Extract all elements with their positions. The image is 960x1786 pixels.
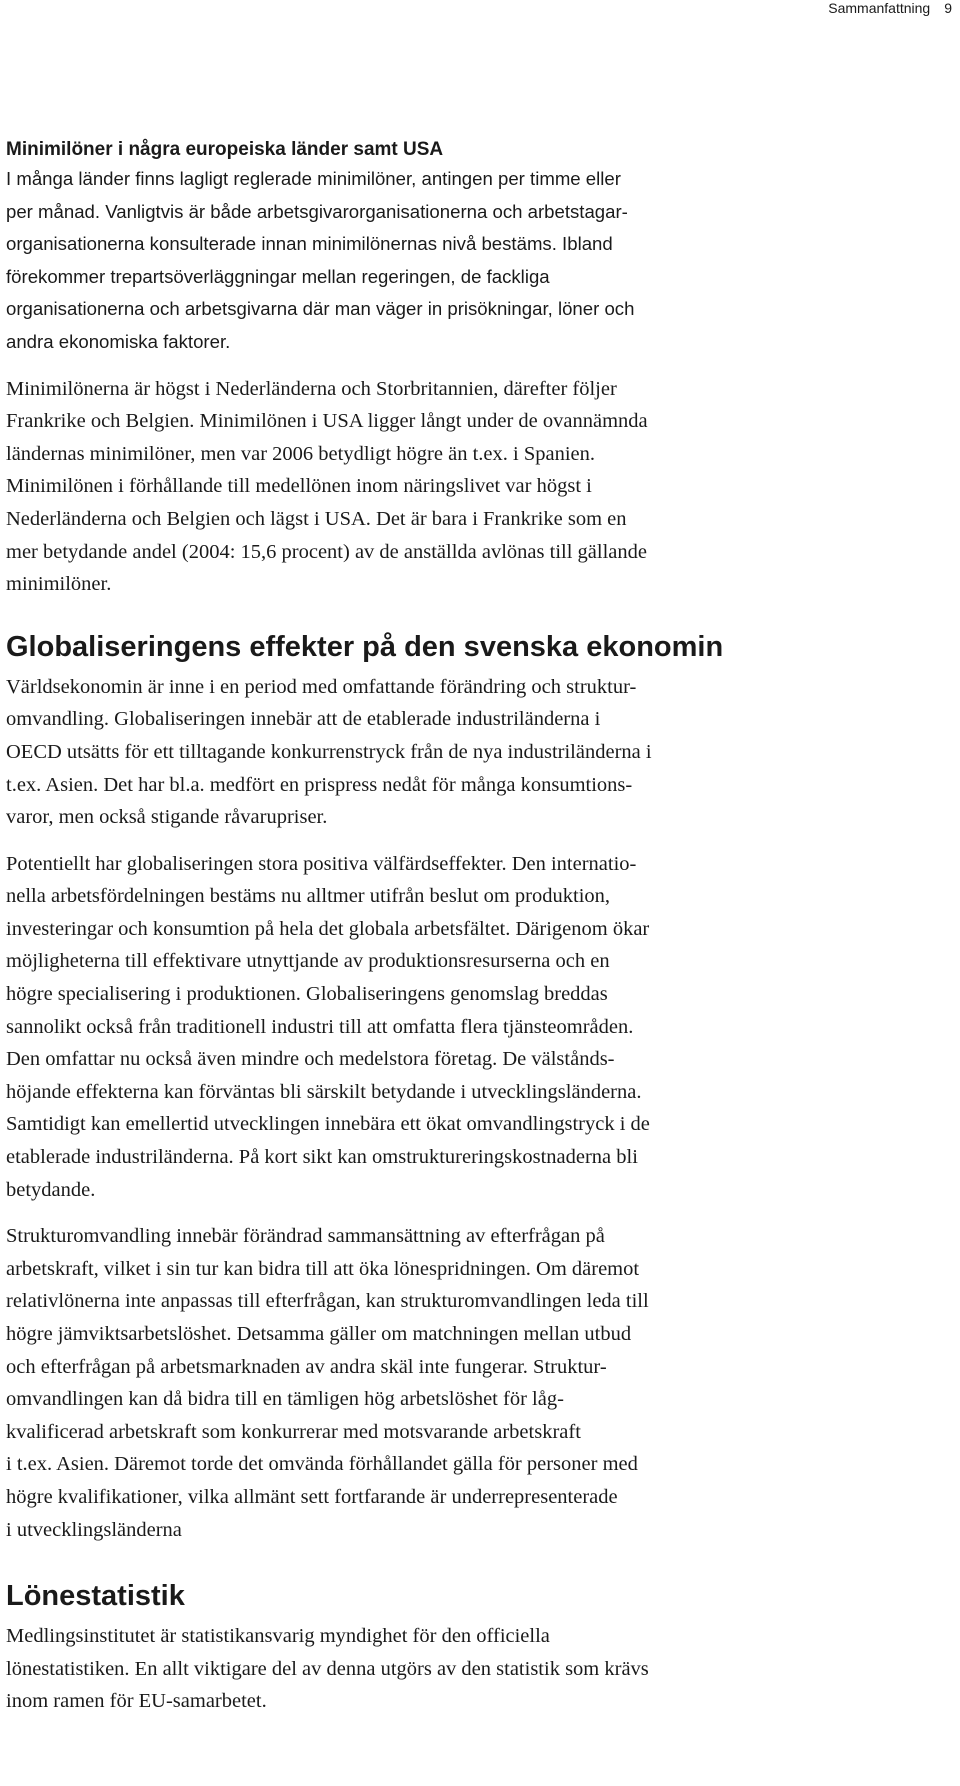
heading-globalization: Globaliseringens effekter på den svenska ekonomin [6,630,724,663]
page-number: 9 [944,0,952,16]
heading-wage-statistics: Lönestatistik [6,1580,185,1613]
paragraph-wage-statistics-1: Medlingsinstitutet är statistikansvarig myndighet för den officiella lönestatistiken. En allt viktigare del av denna utgörs av den statistik som krävs inom ramen för EU-samarbetet. [6,1625,649,1713]
running-header [828,0,952,16]
paragraph-globalization-3: Strukturomvandling innebär förändrad sammansättning av efterfrågan på arbetskraft, vilket i sin tur kan bidra till att öka lönespridningen. Om däremot relativlönerna inte anpassas till efterfrågan, kan strukturomvandlingen leda till högre jämviktsarbetslöshet. Detsamma gäller om matchningen mellan utbud och efterfrågan på arbetsmarknaden av andra skäl inte fungerar. Struktur- omvandlingen kan då bidra till en tämligen hög arbetslöshet för låg- kvalificerad arbetskraft som konkurrerar med motsvarande arbetskraft i t.ex. Asien. Däremot torde det omvända förhållandet gälla för personer med högre kvalifikationer, vilka allmänt sett fortfarande är underrepresenterade i utvecklingsländerna [6,1225,649,1541]
paragraph-globalization-2: Potentiellt har globaliseringen stora positiva välfärdseffekter. Den internatio- nella arbetsfördelningen bestäms nu alltmer utifrån beslut om produktion, investeringar och konsumtion på hela det globala arbetsfältet. Därigenom ökar möjligheterna till effektivare utnyttjande av produktionsresurserna och en högre specialisering i produktionen. Globaliseringens genomslag breddas sannolikt också från traditionell industri till att omfatta flera tjänsteområden. Den omfattar nu också även mindre och medelstora företag. De välstånds- höjande effekterna kan förväntas bli särskilt betydande i utvecklingsländerna. Samtidigt kan emellertid utvecklingen innebära ett ökat omvandlingstryck i de etablerade industriländerna. På kort sikt kan omstruktureringskostnaderna bli betydande. [6,852,650,1201]
document-body [6,137,806,1718]
paragraph-globalization-1: Världsekonomin är inne i en period med omfattande förändring och struktur- omvandling. Globaliseringen innebär att de etablerade industriländerna i OECD utsätts för ett tilltagande konkurrenstryck från de nya industriländerna i t.ex. Asien. Det har bl.a. medfört en prispress nedåt för många konsumtions- varor, men också stigande råvarupriser. [6,675,652,829]
subheading-minimum-wages: Minimilöner i några europeiska länder samt USA [6,139,444,160]
paragraph-minimum-wages-2: Minimilönerna är högst i Nederländerna och Storbritannien, därefter följer Frankrike och Belgien. Minimilönen i USA ligger långt under de ovannämnda ländernas minimilöner, men var 2006 betydligt högre än t.ex. i Spanien. Minimilönen i förhållande till medellönen inom näringslivet var högst i Nederländerna och Belgien och lägst i USA. Det är bara i Frankrike som en mer betydande andel (2004: 15,6 procent) av de anställda avlönas till gällande minimilöner. [6,377,648,596]
paragraph-minimum-wages-1: I många länder finns lagligt reglerade minimilöner, antingen per timme eller per månad. Vanligtvis är både arbetsgivarorganisationerna och arbetstagar- organisationerna konsulterade innan minimilönernas nivå bestäms. Ibland förekommer trepartsöverläggningar mellan regeringen, de fackliga organisationerna och arbetsgivarna där man väger in prisökningar, löner och andra ekonomiska faktorer. [6,168,635,352]
running-header-section: Sammanfattning [828,0,931,16]
